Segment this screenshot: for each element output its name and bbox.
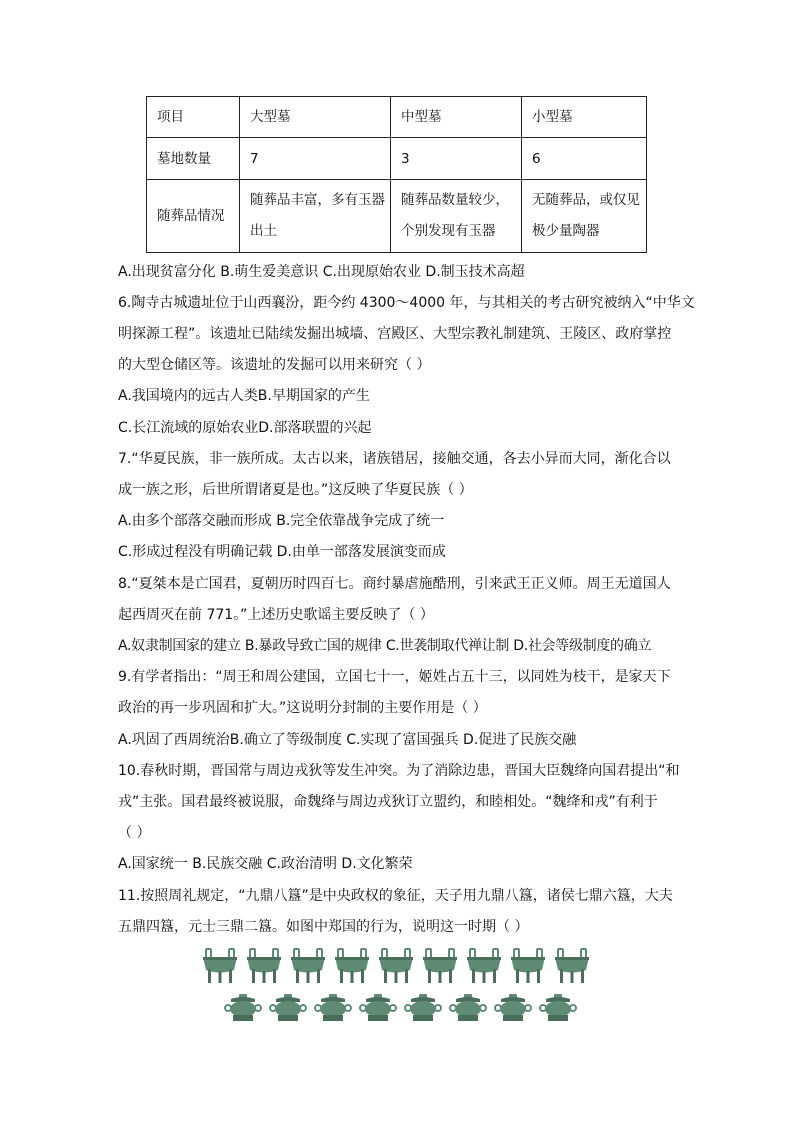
ding-vessel-icon [376,948,416,984]
table-header-cell: 大型墓 [240,97,391,138]
table-cell: 墓地数量 [147,138,240,180]
ding-vessel-icon [464,948,504,984]
question-7-text: 7.“华夏民族，非一族所成。太古以来，诸族错居，接触交通，各去小异而大同，渐化合以 [118,451,671,467]
question-6-text: 的大型仓储区等。该遗址的发掘可以用来研究（ ） [118,357,431,373]
ding-vessel-icon [420,948,460,984]
table-cell: 7 [240,138,391,180]
options-line: A.国家统一 B.民族交融 C.政治清明 D.文化繁荣 [118,856,413,872]
question-7-text: 成一族之形，后世所谓诸夏是也。”这反映了华夏民族（ ） [118,482,473,498]
question-11-text: 五鼎四簋，元士三鼎二簋。如图中郑国的行为，说明这一时期（ ） [118,919,529,935]
table-header-cell: 中型墓 [391,97,522,138]
table-cell: 随葬品丰富，多有玉器 出土 [240,180,391,253]
options-line: A.我国境内的远古人类B.早期国家的产生 [118,388,370,404]
question-10-text: （ ） [118,825,151,841]
gui-vessel-icon [449,994,487,1024]
options-line: A.由多个部落交融而形成 B.完全依靠战争完成了统一 [118,513,445,529]
gui-vessel-icon [359,994,397,1024]
table-cell: 3 [391,138,522,180]
ding-vessel-icon [552,948,592,984]
gui-vessel-icon [269,994,307,1024]
table-header-cell: 小型墓 [522,97,647,138]
gui-vessel-icon [404,994,442,1024]
question-8-text: 8.“夏桀本是亡国君，夏朝历时四百七。商纣暴虐施酷刑，引来武王正义师。周王无道国人 [118,576,671,592]
options-line: A.奴隶制国家的建立 B.暴政导致亡国的规律 C.世袭制取代禅让制 D.社会等级制度的确立 [118,638,652,654]
question-9-text: 9.有学者指出：“周王和周公建国，立国七十一，姬姓占五十三，以同姓为枝干，是家天下 [118,669,671,685]
gui-vessel-icon [224,994,262,1024]
question-8-text: 起西周灭在前 771。”上述历史歌谣主要反映了（ ） [118,607,434,623]
ding-vessel-icon [508,948,548,984]
question-6-text: 明探源工程”。该遗址已陆续发掘出城墙、宫殿区、大型宗教礼制建筑、王陵区、政府掌控 [118,326,672,342]
question-11-text: 11.按照周礼规定，“九鼎八簋”是中央政权的象征，天子用九鼎八簋，诸侯七鼎六簋，大夫 [118,888,673,904]
table-header-row [147,97,647,138]
ding-vessel-icon [244,948,284,984]
gui-vessel-icon [494,994,532,1024]
table-header-cell: 项目 [147,97,240,138]
table-row [147,138,647,180]
question-10-text: 戎”主张。国君最终被说服，命魏绛与周边戎狄订立盟约，和睦相处。“魏绛和戎”有利于 [118,794,658,810]
question-6-text: 6.陶寺古城遗址位于山西襄汾，距今约 4300～4000 年，与其相关的考古研究被纳入“中华文 [118,295,695,311]
ding-vessel-icon [332,948,372,984]
tomb-table [146,96,647,253]
question-10-text: 10.春秋时期，晋国常与周边戎狄等发生冲突。为了消除边患，晋国大臣魏绛向国君提出“和 [118,763,680,779]
table-row [147,180,647,253]
options-line: C.形成过程没有明确记载 D.由单一部落发展演变而成 [118,544,446,560]
ding-vessel-icon [200,948,240,984]
options-line: A.出现贫富分化 B.萌生爱美意识 C.出现原始农业 D.制玉技术高超 [118,264,525,280]
table-cell: 随葬品数量较少， 个别发现有玉器 [391,180,522,253]
gui-vessel-icon [539,994,577,1024]
question-9-text: 政治的再一步巩固和扩大。”这说明分封制的主要作用是（ ） [118,700,487,716]
gui-vessel-row [200,994,600,1034]
table-cell: 6 [522,138,647,180]
ding-vessel-row [200,948,600,988]
options-line: A.巩固了西周统治B.确立了等级制度 C.实现了富国强兵 D.促进了民族交融 [118,732,577,748]
table-cell: 无随葬品，或仅见 极少量陶器 [522,180,647,253]
ding-vessel-icon [288,948,328,984]
table-cell: 随葬品情况 [147,180,240,253]
options-line: C.长江流域的原始农业D.部落联盟的兴起 [118,420,372,436]
gui-vessel-icon [314,994,352,1024]
